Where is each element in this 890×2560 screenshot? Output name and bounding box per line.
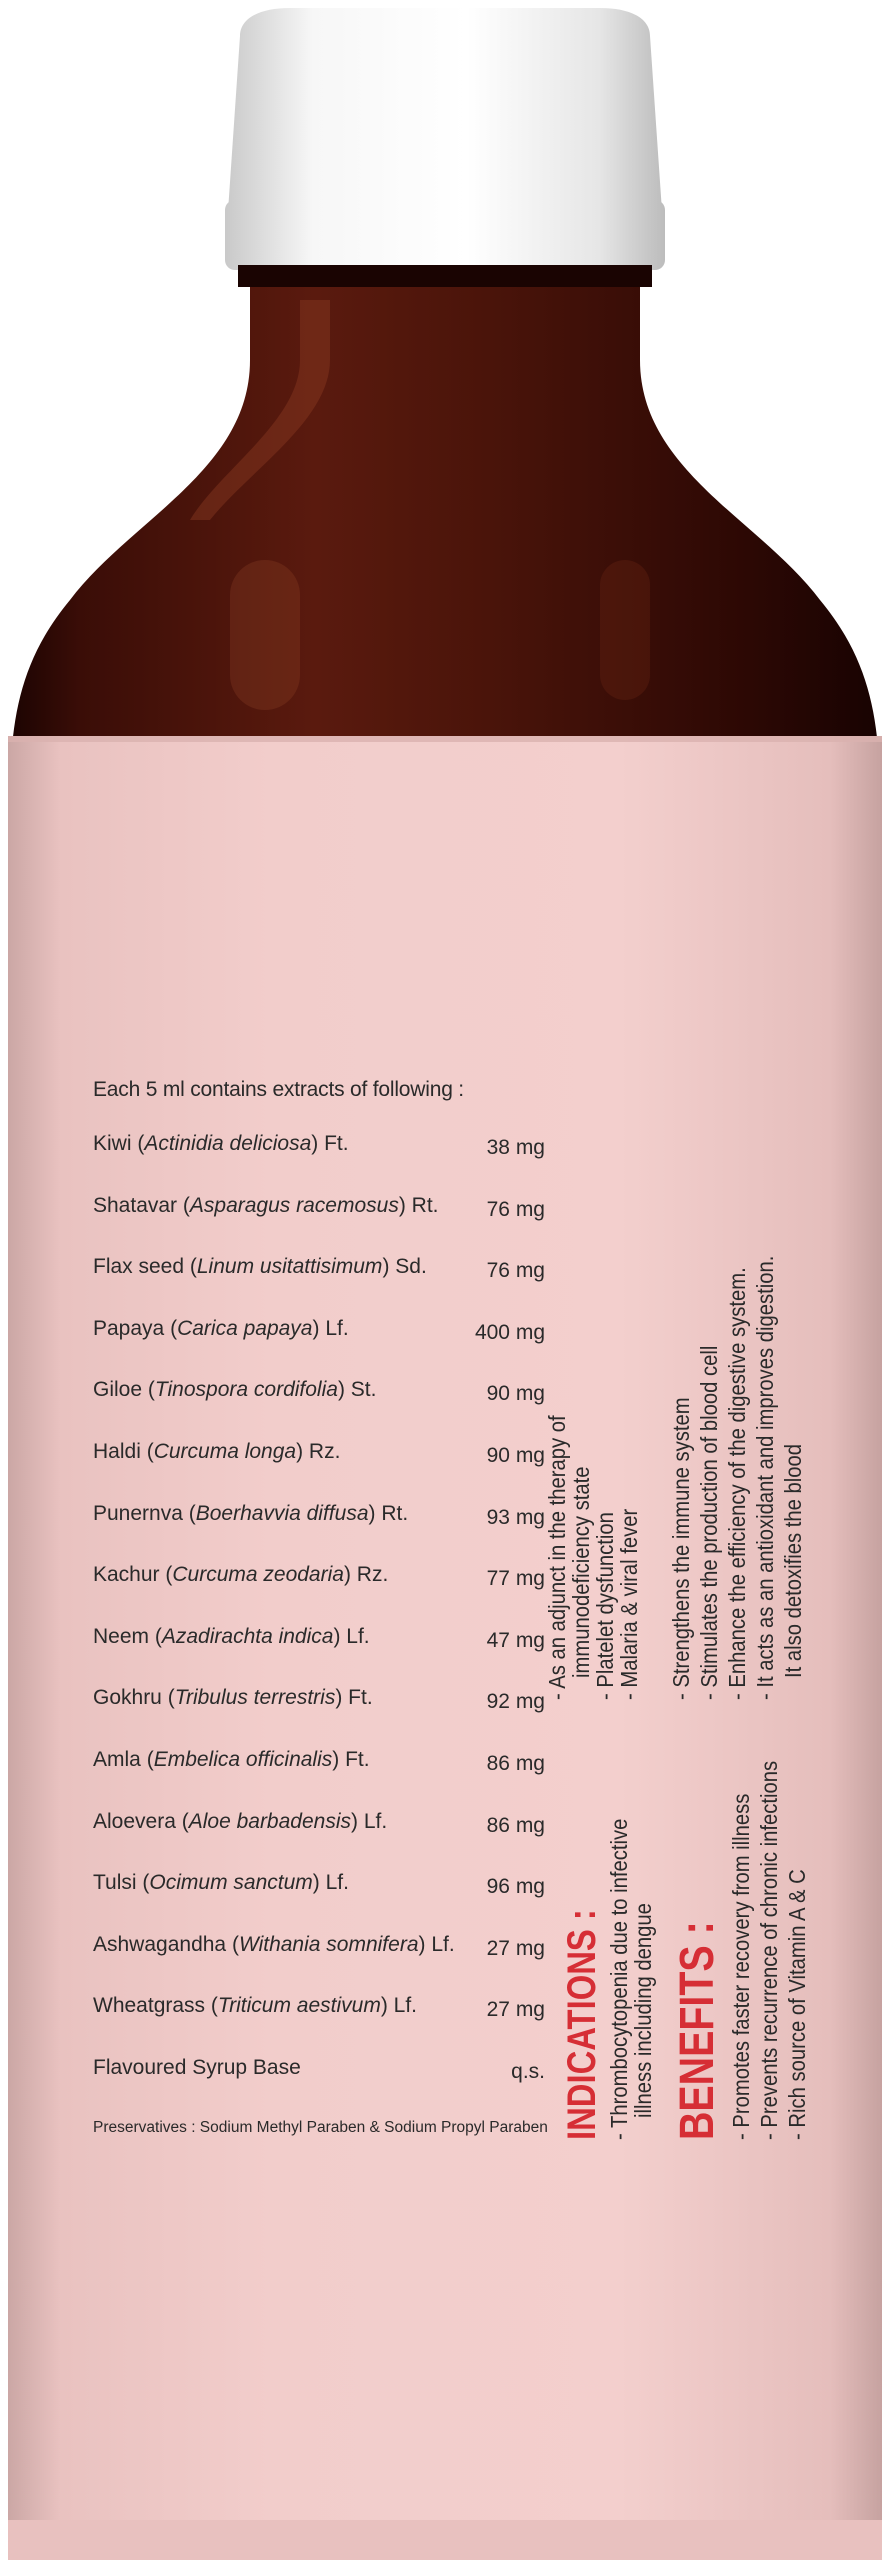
ingredient-dose: 400 mg: [474, 1320, 545, 1344]
ingredient-dose: 27 mg: [486, 1936, 545, 1960]
benefit-line: - Prevents recurrence of chronic infections: [756, 1760, 782, 2140]
ingredient-name: Aloevera (Aloe barbadensis) Lf.: [93, 1809, 388, 1833]
ingredient-row: [93, 1120, 553, 1182]
ingredient-name: Tulsi (Ocimum sanctum) Lf.: [93, 1871, 349, 1895]
ingredient-row: [93, 1859, 553, 1921]
indications-heading: INDICATIONS :: [560, 1909, 604, 2140]
ingredient-dose: 27 mg: [486, 1998, 545, 2022]
ingredient-row: [93, 1305, 553, 1367]
ingredient-name: Neem (Azadirachta indica) Lf.: [93, 1624, 370, 1648]
ingredient-row: [93, 1428, 553, 1490]
ingredient-dose: q.s.: [511, 2059, 545, 2083]
benefit-line: It also detoxifies the blood: [780, 1443, 806, 1678]
rotated-info-block: [544, 1100, 850, 2140]
ingredient-name: Kachur (Curcuma zeodaria) Rz.: [93, 1563, 389, 1587]
indication-line: - Malaria & viral fever: [616, 1508, 642, 1700]
benefit-line: - It acts as an antioxidant and improves digestion.: [752, 1255, 778, 1700]
ingredient-dose: 77 mg: [486, 1567, 545, 1591]
contents-title: Each 5 ml contains extracts of following :: [93, 1078, 464, 1101]
ingredient-name: Flavoured Syrup Base: [93, 2055, 301, 2079]
ingredient-row: [93, 1921, 553, 1983]
ingredient-name: Wheatgrass (Triticum aestivum) Lf.: [93, 1994, 418, 2018]
ingredient-row: [93, 1674, 553, 1736]
ingredient-dose: 90 mg: [486, 1443, 545, 1467]
ingredient-name: Papaya (Carica papaya) Lf.: [93, 1316, 349, 1340]
ingredient-dose: 90 mg: [486, 1382, 545, 1406]
indication-line: illness including dengue: [630, 1903, 656, 2118]
benefit-line: - Rich source of Vitamin A & C: [784, 1869, 810, 2140]
ingredient-name: Giloe (Tinospora cordifolia) St.: [93, 1378, 377, 1402]
ingredient-name: Haldi (Curcuma longa) Rz.: [93, 1439, 341, 1463]
ingredient-row: [93, 1613, 553, 1675]
indication-line: immunodeficiency state: [568, 1466, 594, 1678]
preservatives-note: Preservatives : Sodium Methyl Paraben & Sodium Propyl Paraben: [93, 2119, 548, 2136]
ingredient-row: [93, 1798, 553, 1860]
ingredient-name: Gokhru (Tribulus terrestris) Ft.: [93, 1686, 373, 1710]
ingredient-dose: 47 mg: [486, 1628, 545, 1652]
ingredient-row: [93, 1182, 553, 1244]
ingredient-name: Shatavar (Asparagus racemosus) Rt.: [93, 1193, 439, 1217]
ingredient-dose: 92 mg: [486, 1690, 545, 1714]
ingredient-dose: 38 mg: [486, 1136, 545, 1159]
indication-line: - Platelet dysfunction: [592, 1512, 618, 1700]
ingredient-dose: 86 mg: [486, 1813, 545, 1837]
ingredient-row: [93, 1736, 553, 1798]
ingredient-list: [93, 1120, 553, 2106]
indication-line: - Thrombocytopenia due to infective: [606, 1818, 632, 2140]
ingredient-dose: 93 mg: [486, 1505, 545, 1529]
ingredient-dose: 76 mg: [486, 1259, 545, 1283]
ingredient-name: Ashwagandha (Withania somnifera) Lf.: [93, 1932, 455, 1956]
ingredient-dose: 86 mg: [486, 1751, 545, 1775]
ingredient-row: [93, 2044, 553, 2106]
ingredient-row: [93, 1366, 553, 1428]
ingredient-row: [93, 1243, 553, 1305]
ingredient-row: [93, 1490, 553, 1552]
ingredient-row: [93, 1982, 553, 2044]
ingredient-dose: 96 mg: [486, 1875, 545, 1899]
benefit-line: - Promotes faster recovery from illness: [728, 1793, 754, 2140]
ingredient-name: Amla (Embelica officinalis) Ft.: [93, 1747, 370, 1771]
benefit-line: - Stimulates the production of blood cell: [696, 1345, 722, 1700]
ingredient-row: [93, 1551, 553, 1613]
benefit-line: - Strengthens the immune system: [668, 1397, 694, 1700]
ingredient-name: Kiwi (Actinidia deliciosa) Ft.: [93, 1132, 349, 1155]
benefit-line: - Enhance the efficiency of the digestive system.: [724, 1267, 750, 1700]
benefits-heading: BENEFITS :: [671, 1921, 724, 2140]
ingredient-name: Punernva (Boerhavvia diffusa) Rt.: [93, 1501, 409, 1525]
ingredient-name: Flax seed (Linum usitattisimum) Sd.: [93, 1255, 427, 1279]
indication-line: - As an adjunct in the therapy of: [544, 1415, 570, 1700]
ingredient-dose: 76 mg: [486, 1197, 545, 1221]
